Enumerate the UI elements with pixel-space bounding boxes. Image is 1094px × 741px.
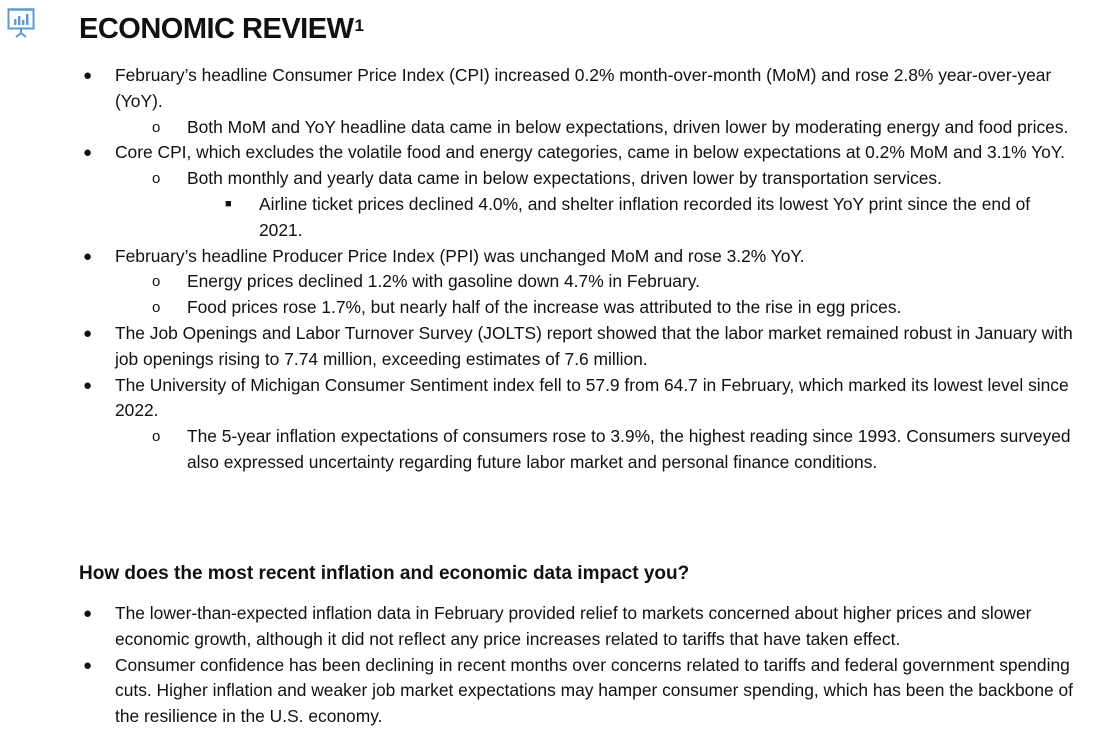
list-item: [0, 115, 1094, 141]
bullet-dot: ●: [83, 656, 93, 674]
list-item-text: Airline ticket prices declined 4.0%, and shelter inflation recorded its lowest YoY print since the end of 2021.: [259, 193, 1031, 240]
list-item: [0, 373, 1094, 425]
bullet-dot: ●: [83, 324, 93, 342]
bullet-circle: o: [152, 118, 161, 136]
list-item: [0, 244, 1094, 270]
bullet-dot: ●: [83, 67, 93, 84]
list-item-text: Energy prices declined 1.2% with gasoline down 4.7% in February.: [187, 271, 700, 292]
list-item: [0, 295, 1094, 321]
list-item-text: The lower-than-expected inflation data in February provided relief to markets concerned about higher prices and slower economic growth, although it did not reflect any price increases related to tariffs that have taken effect.: [115, 603, 1032, 649]
list-item: [0, 166, 1094, 192]
list-item-text: Core CPI, which excludes the volatile food and energy categories, came in below expectations at 0.2% MoM and 3.1% YoY.: [115, 142, 1065, 163]
list-item-text: Consumer confidence has been declining in recent months over concerns related to tariffs and federal government spending cuts. Higher inflation and weaker job market expectations may hamper consumer spending, which has been the backbone of the resilience in the U.S. economy.: [115, 654, 1073, 727]
list-item-text: February’s headline Consumer Price Index (CPI) increased 0.2% month-over-month (MoM) and rose 2.8% year-over-year (YoY).: [115, 65, 1052, 111]
list-item-text: Food prices rose 1.7%, but nearly half of the increase was attributed to the rise in egg prices.: [187, 297, 902, 318]
bullet-circle: o: [152, 273, 161, 291]
list-item: [0, 653, 1094, 730]
list-item: [0, 192, 1094, 244]
presentation-chart-icon: [7, 8, 35, 38]
bullet-dot: ●: [83, 144, 93, 162]
list-item: [0, 140, 1094, 166]
list-item-text: The University of Michigan Consumer Sentiment index fell to 57.9 from 64.7 in February, which marked its lowest level since 2022.: [115, 374, 1069, 421]
impact-list: [0, 601, 1094, 730]
bullet-circle: o: [152, 170, 161, 188]
bullet-circle: o: [152, 299, 161, 317]
list-item-text: The Job Openings and Labor Turnover Survey (JOLTS) report showed that the labor market remained robust in January with job openings rising to 7.74 million, exceeding estimates of 7.6 million.: [115, 322, 1073, 369]
list-item: [0, 601, 1094, 653]
bullet-dot: ●: [83, 376, 93, 394]
section-heading: How does the most recent inflation and economic data impact you?: [79, 563, 690, 584]
list-item: [0, 269, 1094, 295]
list-item-text: The 5-year inflation expectations of consumers rose to 3.9%, the highest reading since 1993. Consumers surveyed also expressed uncertainty regarding future labor market and personal finance conditions.: [187, 426, 1071, 472]
list-item: [0, 424, 1094, 476]
bullet-dot: ●: [83, 605, 93, 622]
list-item-text: February’s headline Producer Price Index (PPI) was unchanged MoM and rose 3.2% YoY.: [115, 245, 805, 266]
title-text: ECONOMIC REVIEW: [79, 13, 354, 45]
bullet-square: ■: [225, 197, 232, 210]
list-item-text: Both monthly and yearly data came in below expectations, driven lower by transportation services.: [187, 168, 942, 189]
page-title: [79, 9, 363, 49]
list-item: [0, 63, 1094, 115]
list-item-text: Both MoM and YoY headline data came in below expectations, driven lower by moderating energy and food prices.: [187, 116, 1069, 137]
bullet-dot: ●: [83, 247, 93, 265]
bullet-circle: o: [152, 428, 161, 446]
economic-review-list: [0, 63, 1094, 476]
list-item: [0, 321, 1094, 373]
footnote-marker: 1: [354, 16, 364, 35]
